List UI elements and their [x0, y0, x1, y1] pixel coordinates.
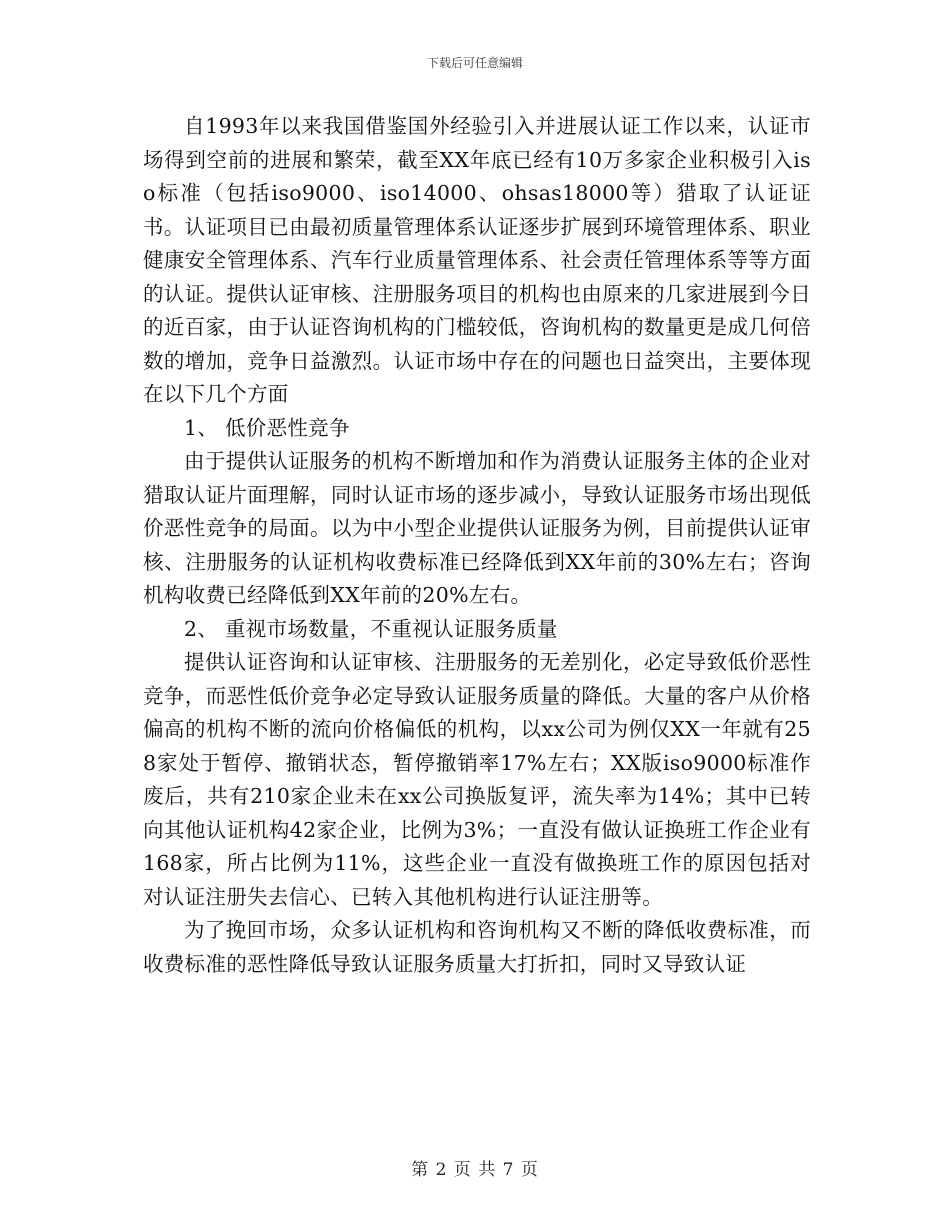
document-body [143, 110, 811, 981]
paragraph-low-price: 由于提供认证服务的机构不断增加和作为消费认证服务主体的企业对猎取认证片面理解，同时认证市场的逐步减小，导致认证服务市场出现低价恶性竞争的局面。以为中小型企业提供认证服务为例，目前提供认证审核、注册服务的认证机构收费标准已经降低到XX年前的30%左右；咨询机构收费已经降低到XX年前的20%左右。 [143, 449, 811, 607]
section-heading-2: 2、 重视市场数量，不重视认证服务质量 [184, 616, 558, 641]
paragraph-quality: 提供认证咨询和认证审核、注册服务的无差别化，必定导致低价恶性竞争，而恶性低价竞争必定导致认证服务质量的降低。大量的客户从价格偏高的机构不断的流向价格偏低的机构，以xx公司为例仅XX一年就有258家处于暂停、撤销状态，暂停撤销率17%左右；XX版iso9000标准作废后，共有210家企业未在xx公司换版复评，流失率为14%；其中已转向其他认证机构42家企业，比例为3%；一直没有做认证换班工作企业有168家，所占比例为11%，这些企业一直没有做换班工作的原因包括对对认证注册失去信心、已转入其他机构进行认证注册等。 [143, 650, 811, 909]
page-header: 下载后可任意编辑 [426, 56, 523, 70]
page-number-footer: 第 2 页 共 7 页 [411, 1160, 539, 1180]
paragraph-recover-market: 为了挽回市场，众多认证机构和咨询机构又不断的降低收费标准，而收费标准的恶性降低导致认证服务质量大打折扣，同时又导致认证 [143, 918, 811, 976]
section-heading-1: 1、 低价恶性竞争 [184, 415, 350, 440]
paragraph-intro: 自1993年以来我国借鉴国外经验引入并进展认证工作以来，认证市场得到空前的进展和繁荣，截至XX年底已经有10万多家企业积极引入iso标准（包括iso9000、iso14000、ohsas18000等）猎取了认证证书。认证项目已由最初质量管理体系认证逐步扩展到环境管理体系、职业健康安全管理体系、汽车行业质量管理体系、社会责任管理体系等等方面的认证。提供认证审核、注册服务项目的机构也由原来的几家进展到今日的近百家，由于认证咨询机构的门槛较低，咨询机构的数量更是成几何倍数的增加，竞争日益激烈。认证市场中存在的问题也日益突出，主要体现在以下几个方面 [143, 114, 811, 406]
